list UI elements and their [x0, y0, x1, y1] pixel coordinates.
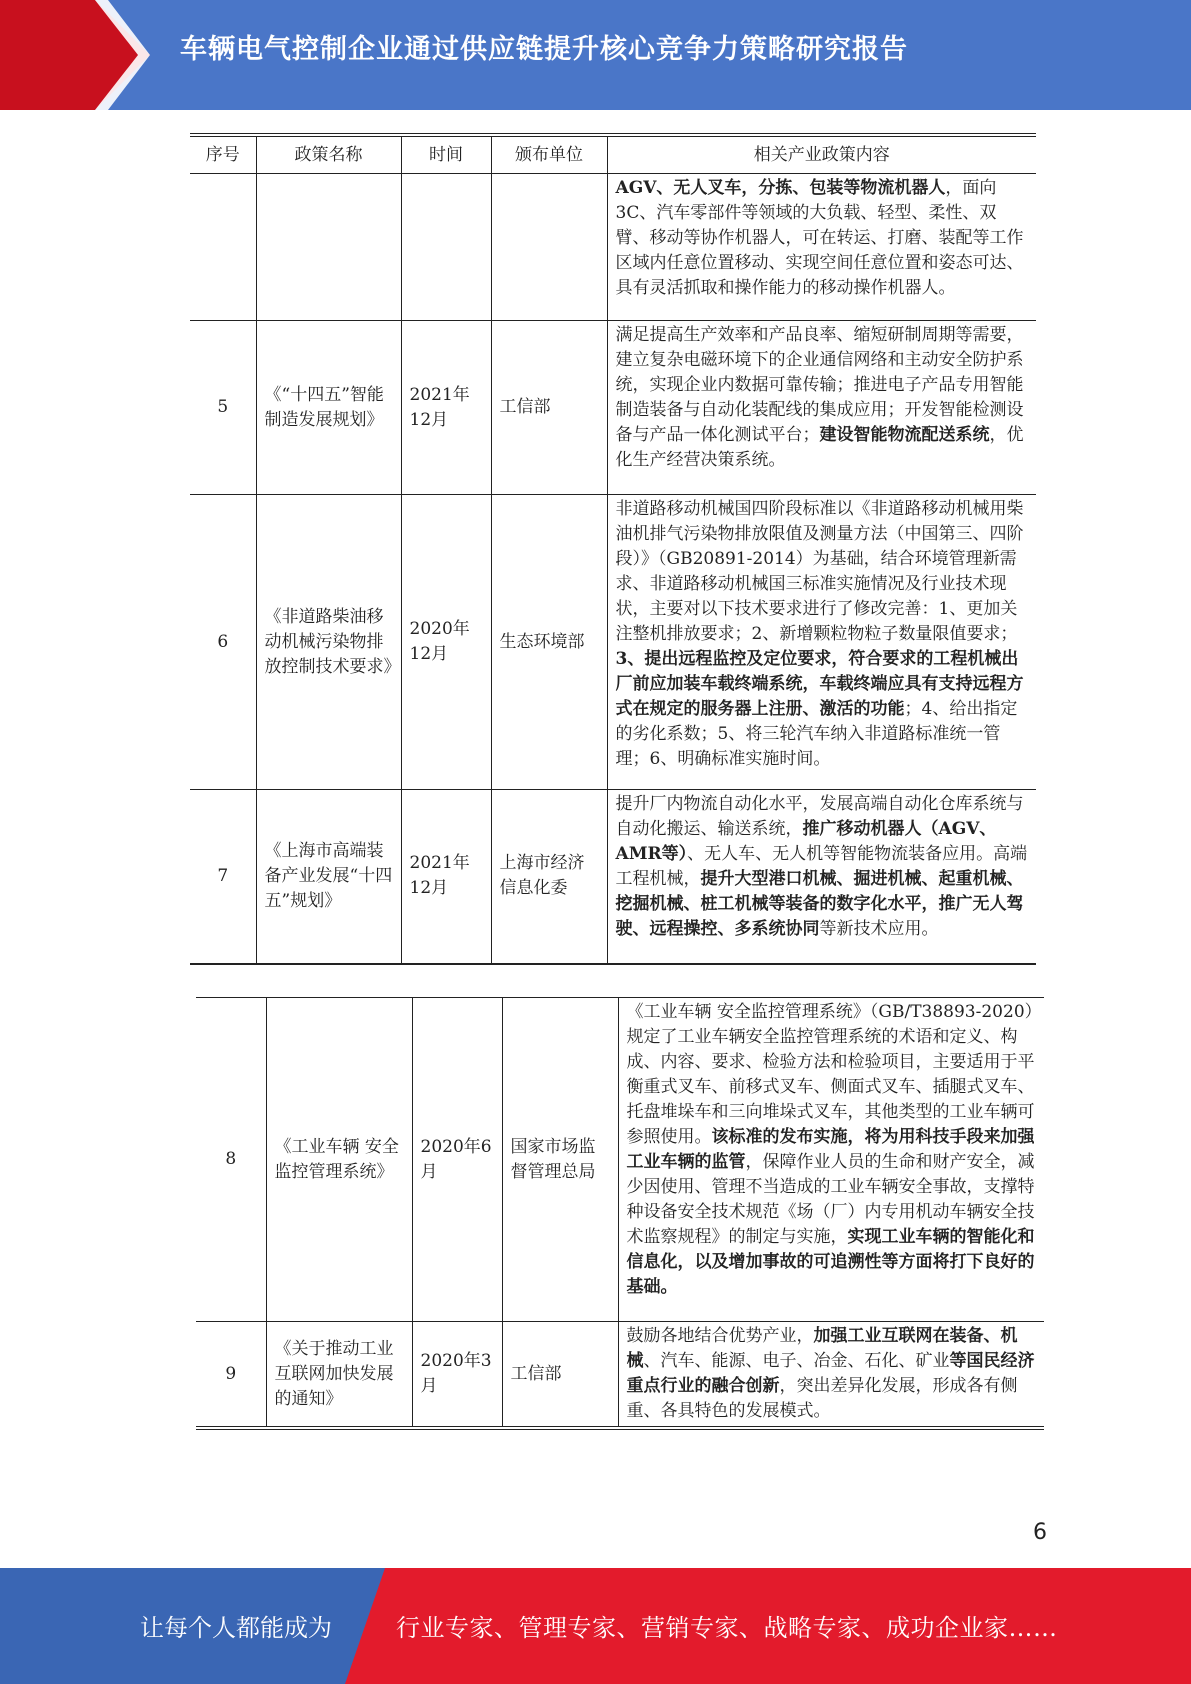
policy-issuer: 上海市经济信息化委 [491, 790, 607, 964]
content-highlight: 等国民经济重点行业的融合创新 [626, 1351, 1035, 1396]
col-header-issuer: 颁布单位 [491, 135, 607, 174]
policy-date: 2021年12月 [401, 790, 491, 964]
policy-issuer: 工信部 [502, 1322, 618, 1429]
row-number: 9 [196, 1322, 266, 1429]
content-text: 鼓励各地结合优势产业， [626, 1326, 814, 1346]
policy-table-part2 [196, 997, 1044, 1430]
policy-content [607, 321, 1036, 495]
content-highlight: 该标准的发布实施，将为用科技手段来加强工业车辆的监管 [626, 1127, 1035, 1172]
policy-issuer: 工信部 [491, 321, 607, 495]
policy-date [401, 174, 491, 321]
header-arrow-icon [0, 0, 160, 110]
content-text: 提升厂内物流自动化水平，发展高端自动化仓库系统与自动化搬运、输送系统， [615, 794, 1024, 839]
policy-name: 《上海市高端装备产业发展“十四五”规划》 [256, 790, 401, 964]
content-highlight: 3、提出远程监控及定位要求，符合要求的工程机械出厂前应加装车载终端系统，车载终端应具有支持远程方式在规定的服务器上注册、激活的功能 [615, 649, 1024, 719]
content-text: 等新技术应用。 [819, 919, 939, 939]
col-header-num: 序号 [190, 135, 256, 174]
policy-issuer: 生态环境部 [491, 495, 607, 790]
content-highlight: 建设智能物流配送系统 [819, 425, 990, 445]
table-row [190, 790, 1036, 964]
content-text: ，优化生产经营决策系统。 [615, 425, 1024, 470]
content-text: ，面向3C、汽车零部件等领域的大负载、轻型、柔性、双臂、移动等协作机器人，可在转运、打磨、装配等工作区域内任意位置移动、实现空间任意位置和姿态可达、具有灵活抓取和操作能力的移动操作机器人。 [615, 178, 1024, 298]
content-text: ，保障作业人员的生命和财产安全，减少因使用、管理不当造成的工业车辆安全事故，支撑特种设备安全技术规范《场（厂）内专用机动车辆安全技术监察规程》的制定与实施， [626, 1152, 1035, 1247]
policy-date: 2020年6月 [412, 998, 502, 1322]
content-highlight: 实现工业车辆的智能化和信息化，以及增加事故的可追溯性等方面将打下良好的基础。 [626, 1227, 1035, 1297]
table-row [196, 998, 1044, 1322]
content-highlight: 提升大型港口机械、掘进机械、起重机械、挖掘机械、桩工机械等装备的数字化水平，推广无人驾驶、远程操控、多系统协同 [615, 869, 1024, 939]
policy-date: 2021年12月 [401, 321, 491, 495]
content-text: ，突出差异化发展，形成各有侧重、各具特色的发展模式。 [626, 1376, 1018, 1421]
content-text: 非道路移动机械国四阶段标准以《非道路移动机械用柴油机排气污染物排放限值及测量方法（中国第三、四阶段）》（GB20891-2014）为基础，结合环境管理新需求、非道路移动机械国三标准实施情况及行业技术现状，主要对以下技术要求进行了修改完善：1、更加关注整机排放要求；2、新增颗粒物粒子数量限值要求； [615, 499, 1024, 644]
content-text: 、无人车、无人机等智能物流装备应用。高端工程机械， [615, 844, 1028, 889]
content-text: 、汽车、能源、电子、冶金、石化、矿业 [643, 1351, 950, 1371]
policy-date: 2020年3月 [412, 1322, 502, 1429]
content-highlight: 加强工业互联网在装备、机械 [626, 1326, 1018, 1371]
page-footer [0, 1568, 1191, 1684]
content-highlight: 推广移动机器人（AGV、AMR等） [615, 819, 997, 864]
col-header-content: 相关产业政策内容 [607, 135, 1036, 174]
row-number [190, 174, 256, 321]
policy-table-part1 [190, 133, 1036, 965]
page-number: 6 [1033, 1520, 1047, 1545]
policy-date: 2020年12月 [401, 495, 491, 790]
col-header-date: 时间 [401, 135, 491, 174]
content-text: ；4、给出指定的劣化系数；5、将三轮汽车纳入非道路标准统一管理；6、明确标准实施时间。 [615, 699, 1018, 769]
policy-name: 《非道路柴油移动机械污染物排放控制技术要求》 [256, 495, 401, 790]
row-number: 5 [190, 321, 256, 495]
page-header [0, 0, 1191, 110]
content-text: 满足提高生产效率和产品良率、缩短研制周期等需要，建立复杂电磁环境下的企业通信网络和主动安全防护系统，实现企业内数据可靠传输；推进电子产品专用智能制造装备与自动化装配线的集成应用；开发智能检测设备与产品一体化测试平台； [615, 325, 1024, 445]
col-header-name: 政策名称 [256, 135, 401, 174]
footer-slogan-right: 行业专家、管理专家、营销专家、战略专家、成功企业家…… [396, 1614, 1058, 1642]
footer-slogan-left: 让每个人都能成为 [140, 1614, 332, 1642]
policy-content [607, 790, 1036, 964]
policy-name: 《“十四五”智能制造发展规划》 [256, 321, 401, 495]
row-number: 6 [190, 495, 256, 790]
content-text: 《工业车辆 安全监控管理系统》（GB/T38893-2020）规定了工业车辆安全监控管理系统的术语和定义、构成、内容、要求、检验方法和检验项目，主要适用于平衡重式叉车、前移式叉车、侧面式叉车、插腿式叉车、托盘堆垛车和三向堆垛式叉车，其他类型的工业车辆可参照使用。 [626, 1002, 1035, 1147]
report-title: 车辆电气控制企业通过供应链提升核心竞争力策略研究报告 [180, 34, 908, 65]
table-row [190, 321, 1036, 495]
row-number: 7 [190, 790, 256, 964]
table-row [190, 174, 1036, 321]
table-row [190, 495, 1036, 790]
policy-name: 《关于推动工业互联网加快发展的通知》 [266, 1322, 412, 1429]
policy-content [618, 998, 1044, 1322]
table-row [196, 1322, 1044, 1429]
policy-issuer: 国家市场监督管理总局 [502, 998, 618, 1322]
row-number: 8 [196, 998, 266, 1322]
policy-content [618, 1322, 1044, 1429]
policy-content [607, 495, 1036, 790]
content-highlight: AGV、无人叉车，分拣、包装等物流机器人 [615, 178, 946, 198]
policy-issuer [491, 174, 607, 321]
policy-name: 《工业车辆 安全监控管理系统》 [266, 998, 412, 1322]
policy-name [256, 174, 401, 321]
policy-content [607, 174, 1036, 321]
